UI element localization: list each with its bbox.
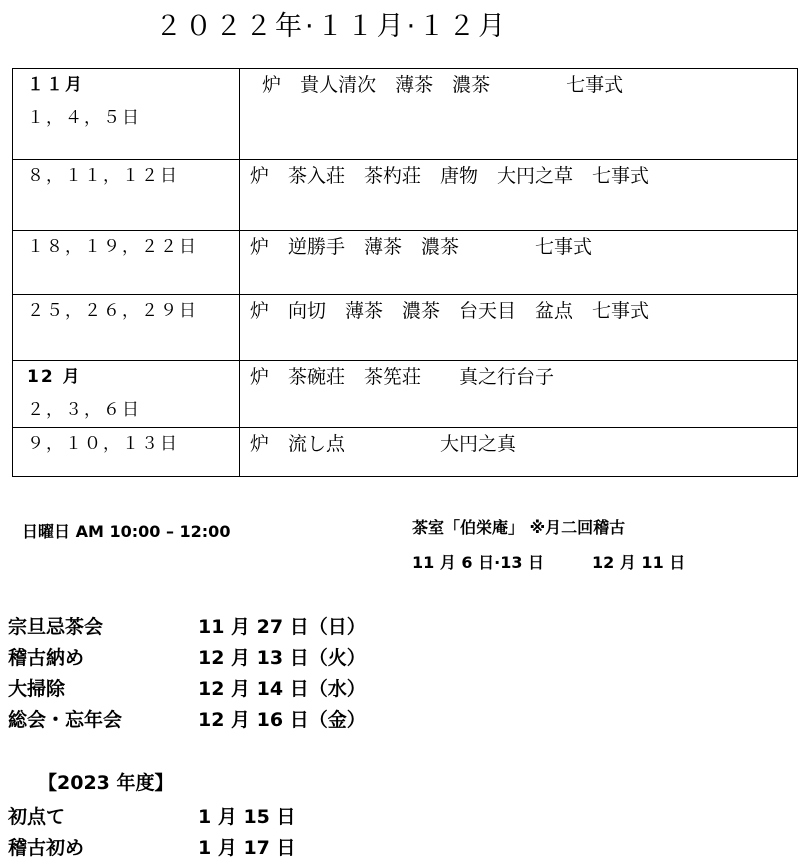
month-label: １１月 (27, 75, 84, 95)
date-text: ８，１１，１２日 (27, 166, 179, 186)
event-date: 11 月 27 日（日） (198, 616, 366, 638)
content-cell (240, 295, 798, 361)
lesson-content: 炉 流し点 大円之真 (250, 433, 517, 455)
table-row (13, 361, 798, 428)
lesson-content: 炉 貴人清次 薄茶 濃茶 七事式 (250, 74, 624, 96)
tearoom-note: 茶室「伯栄庵」 ※月二回稽古 (412, 518, 626, 537)
event-date: 1 月 17 日 (198, 837, 296, 859)
lesson-content: 炉 逆勝手 薄茶 濃茶 七事式 (250, 236, 593, 258)
event-name: 初点て (8, 806, 66, 828)
event-name: 大掃除 (8, 678, 66, 700)
date-cell (13, 361, 240, 428)
year-heading: 【2023 年度】 (38, 772, 174, 794)
date-text: １８，１９，２２日 (27, 237, 198, 257)
content-cell (240, 361, 798, 428)
page-title: ２０２２年·１１月·１２月 (155, 11, 509, 42)
date-cell (13, 231, 240, 295)
event-list-2023 (8, 802, 296, 864)
lesson-content: 炉 茶入荘 茶杓荘 唐物 大円之草 七事式 (250, 165, 650, 187)
table-row (13, 160, 798, 231)
content-cell (240, 231, 798, 295)
event-name: 稽古納め (8, 647, 85, 669)
table-row (13, 295, 798, 361)
list-item (8, 833, 296, 864)
date-cell (13, 160, 240, 231)
date-text: ２５，２６，２９日 (27, 301, 198, 321)
list-item (8, 802, 296, 833)
date-text: ９，１０，１３日 (27, 434, 179, 454)
content-cell (240, 69, 798, 160)
table-row (13, 428, 798, 477)
event-list (8, 612, 366, 736)
date-cell (13, 428, 240, 477)
date-text: １，４，５日 (27, 108, 141, 128)
schedule-table (12, 68, 798, 477)
table-row (13, 69, 798, 160)
event-name: 稽古初め (8, 837, 85, 859)
date-cell (13, 295, 240, 361)
content-cell (240, 428, 798, 477)
date-cell (13, 69, 240, 160)
lesson-content: 炉 向切 薄茶 濃茶 台天目 盆点 七事式 (250, 300, 650, 322)
content-cell (240, 160, 798, 231)
lesson-content: 炉 茶碗荘 茶筅荘 真之行台子 (250, 366, 555, 388)
list-item (8, 674, 366, 705)
date-text: ２，３，６日 (27, 400, 141, 420)
list-item (8, 612, 366, 643)
event-name: 総会・忘年会 (8, 709, 123, 731)
event-date: 12 月 13 日（火） (198, 647, 366, 669)
table-row (13, 231, 798, 295)
list-item (8, 705, 366, 736)
list-item (8, 643, 366, 674)
event-date: 12 月 14 日（水） (198, 678, 366, 700)
event-name: 宗旦忌茶会 (8, 616, 104, 638)
sunday-session-label: 日曜日 AM 10:00 – 12:00 (22, 522, 231, 541)
event-date: 1 月 15 日 (198, 806, 296, 828)
tearoom-dates: 11 月 6 日·13 日 12 月 11 日 (412, 553, 686, 572)
event-date: 12 月 16 日（金） (198, 709, 366, 731)
month-label: 12 月 (27, 367, 82, 387)
